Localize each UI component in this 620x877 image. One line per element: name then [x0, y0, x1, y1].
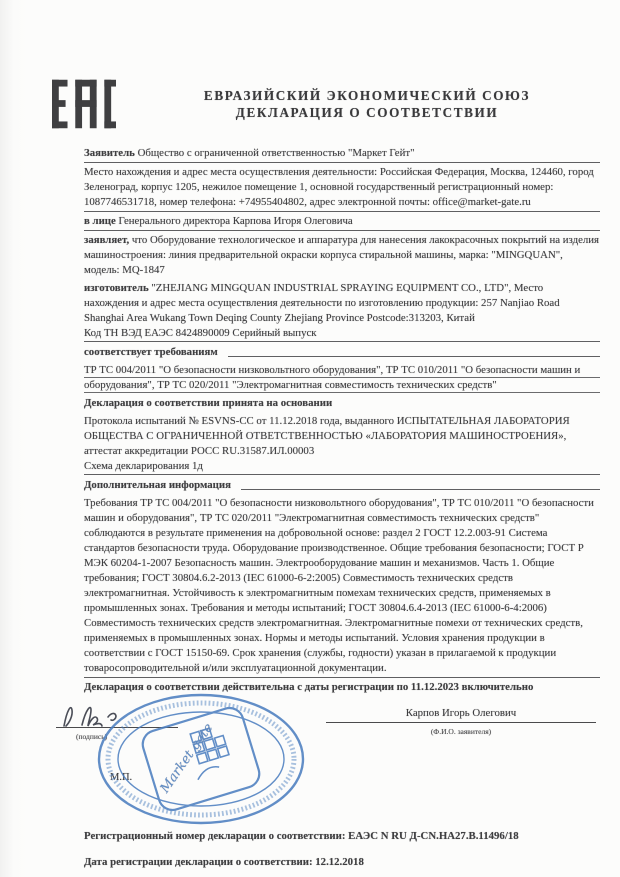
declares-value: что Оборудование технологическое и аппаратура для нанесения лакокрасочных покрытий на изделия машиностроения: линия предварительной окраски корпуса стиральной машины, марка: "MINGQUAN", модель: MQ-1847 — [84, 234, 600, 276]
additional-text: Требования ТР ТС 004/2011 "О безопасности низковольтного оборудования", ТР ТС 010/2011 "О безопасности машин и оборудования", ТР ТС 020/2011 "Электромагнитная совместимость технических средств" соблюдаются в результате применения на добровольной основе: раздел 2 ГОСТ 12.2.003-91 Система стандартов безопасности труда. Оборудование производственное. Общие требования безопасности; ГОСТ Р МЭК 60204-1-2007 Безопасность машин. Электрооборудование машин и механизмов. Часть 1. Общие требования; ГОСТ 30804.6.2-2013 (IEC 61000-6-2:2005) Совместимость технических средств электромагнитная. Устойчивость к электромагнитным помехам технических средств, применяемых в промышленных зонах. Требования и методы испытаний; ГОСТ 30804.6.4-2013 (IEC 61000-6-4:2006) Совместимость технических средств электромагнитная. Электромагнитные помехи от технических средств, применяемых в промышленных зонах. Нормы и методы испытаний. Условия хранения продукции в соответствии с ГОСТ 15150-69. Срок хранения (службы, годности) указан в прилагаемой к продукции товаросопроводительной и/или эксплуатационной документации. — [84, 497, 594, 674]
registration-date-line — [84, 855, 600, 870]
address-text: Место нахождения и адрес места осуществления деятельности: Российская Федерация, Москва, 124460, город Зеленоград, корпус 1205, нежилое помещение 1, основной государственный регистрационный номер: 1087746531718, номер телефона: +74955404802, адрес электронной почты: office@market-gate.ru — [84, 166, 594, 208]
title-line-2: ДЕКЛАРАЦИЯ О СООТВЕТСТВИИ — [235, 105, 499, 120]
stamp-ring-microtext — [108, 703, 294, 815]
complies-heading-text: соответствует требованиям — [84, 346, 218, 358]
declares-label: заявляет, — [84, 234, 130, 246]
applicant-row — [84, 146, 600, 163]
registration-number-label: Регистрационный номер декларации о соответствии: — [84, 830, 346, 842]
manufacturer-value: "ZHEJIANG MINGQUAN INDUSTRIAL SPRAYING EQUIPMENT CO., LTD", Место нахождения и адрес места осуществления деятельности по изготовлению продукции: 257 Nanjiao Road Shanghai Area Wukang Town Deqing County Zhejiang Province Postcode:313203, Китай — [84, 282, 560, 324]
basis-heading: Декларация о соответствии принята на основании — [84, 397, 333, 409]
registration-date-value: 12.12.2018 — [315, 856, 364, 868]
represented-value: Генерального директора Карпова Игоря Олеговича — [118, 215, 353, 227]
fio-line — [326, 722, 596, 723]
tnved-code-line: Код ТН ВЭД ЕАЭС 8424890009 Серийный выпуск — [84, 326, 600, 342]
address-row — [84, 165, 600, 212]
complies-heading — [84, 345, 600, 361]
validity-line: Декларация о соответствии действительна с даты регистрации по 11.12.2023 включительно — [84, 681, 534, 693]
additional-heading-text: Дополнительная информация — [84, 479, 231, 491]
represented-label: в лице — [84, 215, 116, 227]
document-body — [76, 146, 600, 870]
signature-block — [76, 700, 600, 822]
basis-paragraph — [84, 414, 600, 476]
additional-paragraph — [84, 496, 600, 678]
fio-group — [326, 706, 596, 739]
scheme-line: Схема декларирования 1д — [84, 459, 600, 475]
document-title — [144, 87, 590, 121]
registration-date-label: Дата регистрации декларации о соответствии: — [84, 856, 313, 868]
registration-number-value: ЕАЭС N RU Д-CN.НА27.В.11496/18 — [348, 830, 519, 842]
signature-caption: (подпись) — [76, 732, 108, 741]
title-line-1: ЕВРАЗИЙСКИЙ ЭКОНОМИЧЕСКИЙ СОЮЗ — [203, 88, 531, 103]
eac-logo-icon — [52, 76, 116, 132]
stamp-place-label: М.П. — [110, 772, 133, 783]
represented-row — [84, 214, 600, 231]
document-header — [52, 76, 590, 132]
fio-caption: (Ф.И.О. заявителя) — [430, 727, 492, 736]
declares-row — [84, 233, 600, 279]
manufacturer-label: изготовитель — [84, 282, 149, 294]
regulations-paragraph — [84, 363, 600, 394]
registration-number-line — [84, 829, 600, 844]
applicant-label: Заявитель — [84, 147, 135, 159]
company-stamp — [92, 690, 310, 828]
fio-name: Карпов Игорь Олегович — [405, 707, 517, 719]
stamp-company-name: Market gate — [157, 720, 217, 796]
additional-heading — [84, 478, 600, 494]
regulations-text: ТР ТС 004/2011 "О безопасности низковольтного оборудования", ТР ТС 010/2011 "О безопасности машин и оборудования", ТР ТС 020/2011 "Электромагнитная совместимость технических средств" — [84, 364, 581, 391]
applicant-value: Общество с ограниченной ответственностью "Маркет Гейт" — [137, 147, 415, 159]
manufacturer-row — [84, 281, 600, 343]
basis-text: Протокола испытаний № ESVNS-CC от 11.12.2018 года, выданного ИСПЫТАТЕЛЬНАЯ ЛАБОРАТОРИЯ ОБЩЕСТВА С ОГРАНИЧЕННОЙ ОТВЕТСТВЕННОСТЬЮ «ЛАБОРАТОРИЯ МАШИНОСТРОЕНИЯ», аттестат аккредитации РОСС RU.31587.ИЛ.00003 — [84, 415, 570, 457]
